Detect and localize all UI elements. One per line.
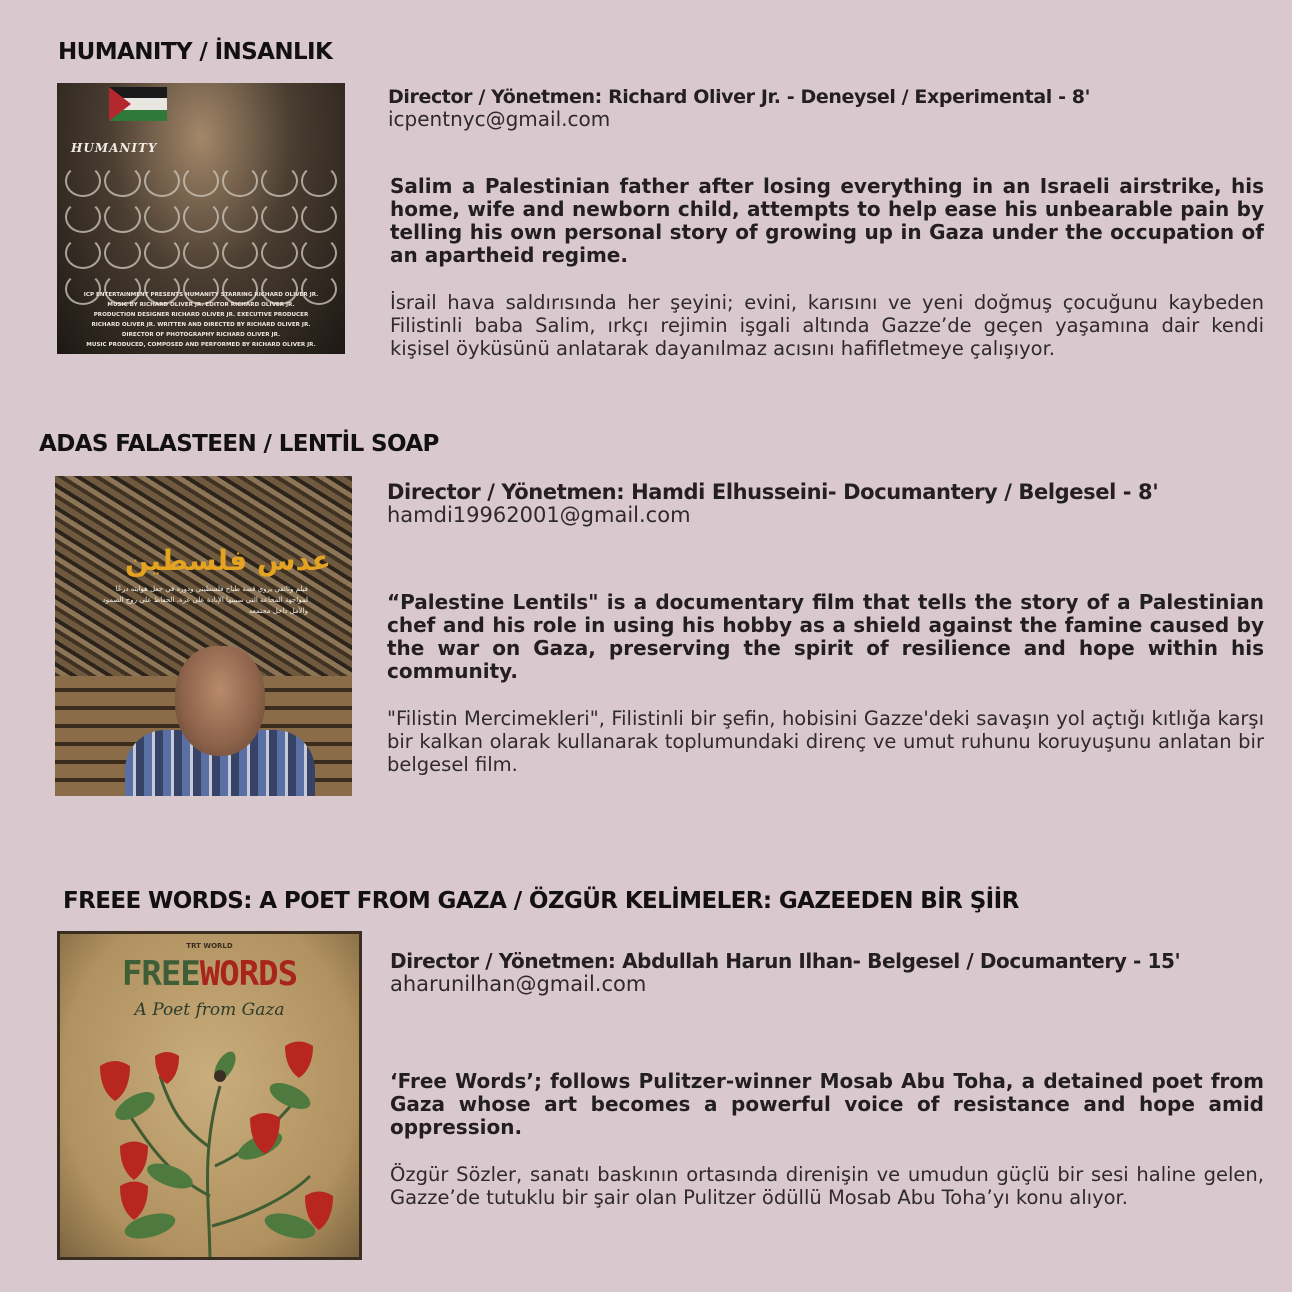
- film-heading: HUMANITY / İNSANLIK: [58, 39, 333, 65]
- film-poster-humanity: [57, 83, 345, 354]
- description-tr: Özgür Sözler, sanatı baskının ortasında direnişin ve umudun güçlü bir sesi haline gelen, Gazze’de tutuklu bir şair olan Pulitzer ödüllü Mosab Abu Toha’yı konu alıyor.: [390, 1163, 1264, 1209]
- film-heading: FREEE WORDS: A POET FROM GAZA / ÖZGÜR KELİMELER: GAZEEDEN BİR ŞİİR: [63, 888, 1019, 914]
- contact-email[interactable]: hamdi19962001@gmail.com: [387, 503, 691, 527]
- film-heading: ADAS FALASTEEN / LENTİL SOAP: [39, 431, 439, 457]
- poster-subtitle: A Poet from Gaza: [134, 1000, 285, 1020]
- film-description: [387, 591, 1264, 776]
- director-line: Director / Yönetmen: Abdullah Harun Ilhan- Belgesel / Documantery - 15': [390, 949, 1181, 973]
- description-en: “Palestine Lentils" is a documentary film that tells the story of a Palestinian chef and his role in using his hobby as a shield against the famine caused by the war on Gaza, preserving the spirit of resilience and hope within his community.: [387, 590, 1264, 683]
- contact-email[interactable]: icpentnyc@gmail.com: [388, 107, 611, 131]
- film-poster-adas-falasteen: [55, 476, 352, 796]
- description-en: Salim a Palestinian father after losing everything in an Israeli airstrike, his home, wife and newborn child, attempts to help ease his unbearable pain by telling his own personal story of growing up in Gaza under the occupation of an apartheid regime.: [390, 174, 1264, 267]
- strawberry-plant-illustration: [60, 1026, 362, 1260]
- director-line: Director / Yönetmen: Hamdi Elhusseini- Documantery / Belgesel - 8': [387, 480, 1159, 504]
- poster-title: عدس فلسطين: [125, 544, 331, 577]
- broadcaster-logo: TRT WORLD: [186, 942, 233, 950]
- poster-title: FREEWORDS: [121, 954, 298, 994]
- description-tr: "Filistin Mercimekleri", Filistinli bir şefin, hobisini Gazze'deki savaşın yol açtığı kıtlığa karşı bir kalkan olarak kullanarak toplumundaki direnç ve umut ruhunu koruyuşunu anlatan bir belgesel film.: [387, 707, 1264, 776]
- film-description: [390, 175, 1264, 360]
- director-line: Director / Yönetmen: Richard Oliver Jr. - Deneysel / Experimental - 8': [388, 86, 1091, 108]
- poster-credits: ICP ENTERTAINMENT PRESENTS HUMANITY STARRING RICHARD OLIVER JR. MUSIC BY RICHARD OLIVER JR. EDITOR RICHARD OLIVER JR. PRODUCTION DESIGNER RICHARD OLIVER JR. EXECUTIVE PRODUCER RICHARD OLIVER JR. WRITTEN AND DIRECTED BY RICHARD OLIVER JR. DIRECTOR OF PHOTOGRAPHY RICHARD OLIVER JR. MUSIC PRODUCED, COMPOSED AND PERFORMED BY RICHARD OLIVER JR.: [83, 292, 319, 348]
- film-info: [387, 480, 1264, 526]
- palestine-flag-icon: [109, 87, 167, 121]
- film-info: [388, 86, 1264, 130]
- description-en: ‘Free Words’; follows Pulitzer-winner Mosab Abu Toha, a detained poet from Gaza whose art becomes a powerful voice of resistance and hope amid oppression.: [390, 1069, 1264, 1139]
- film-info: [390, 950, 1264, 995]
- film-description: [390, 1070, 1264, 1209]
- contact-email[interactable]: aharunilhan@gmail.com: [390, 972, 647, 996]
- poster-title: HUMANITY: [71, 141, 158, 155]
- film-poster-free-words: [57, 931, 362, 1260]
- poster-subtitle: فيلم وثائقي يروي قصة طباخ فلسطيني ودوره في جعل هوايته درعًا لمواجهة المجاعة التي سببتها الإبادة على غزة، الحفاظ على روح الصمود والأمل داخل مجتمعه: [102, 585, 308, 615]
- award-laurels: [65, 165, 337, 305]
- description-tr: İsrail hava saldırısında her şeyini; evini, karısını ve yeni doğmuş çocuğunu kaybeden Filistinli baba Salim, ırkçı rejimin işgali altında Gazze’de geçen yaşamına dair kendi kişisel öyküsünü anlatarak dayanılmaz acısını hafifletmeye çalışıyor.: [390, 291, 1264, 360]
